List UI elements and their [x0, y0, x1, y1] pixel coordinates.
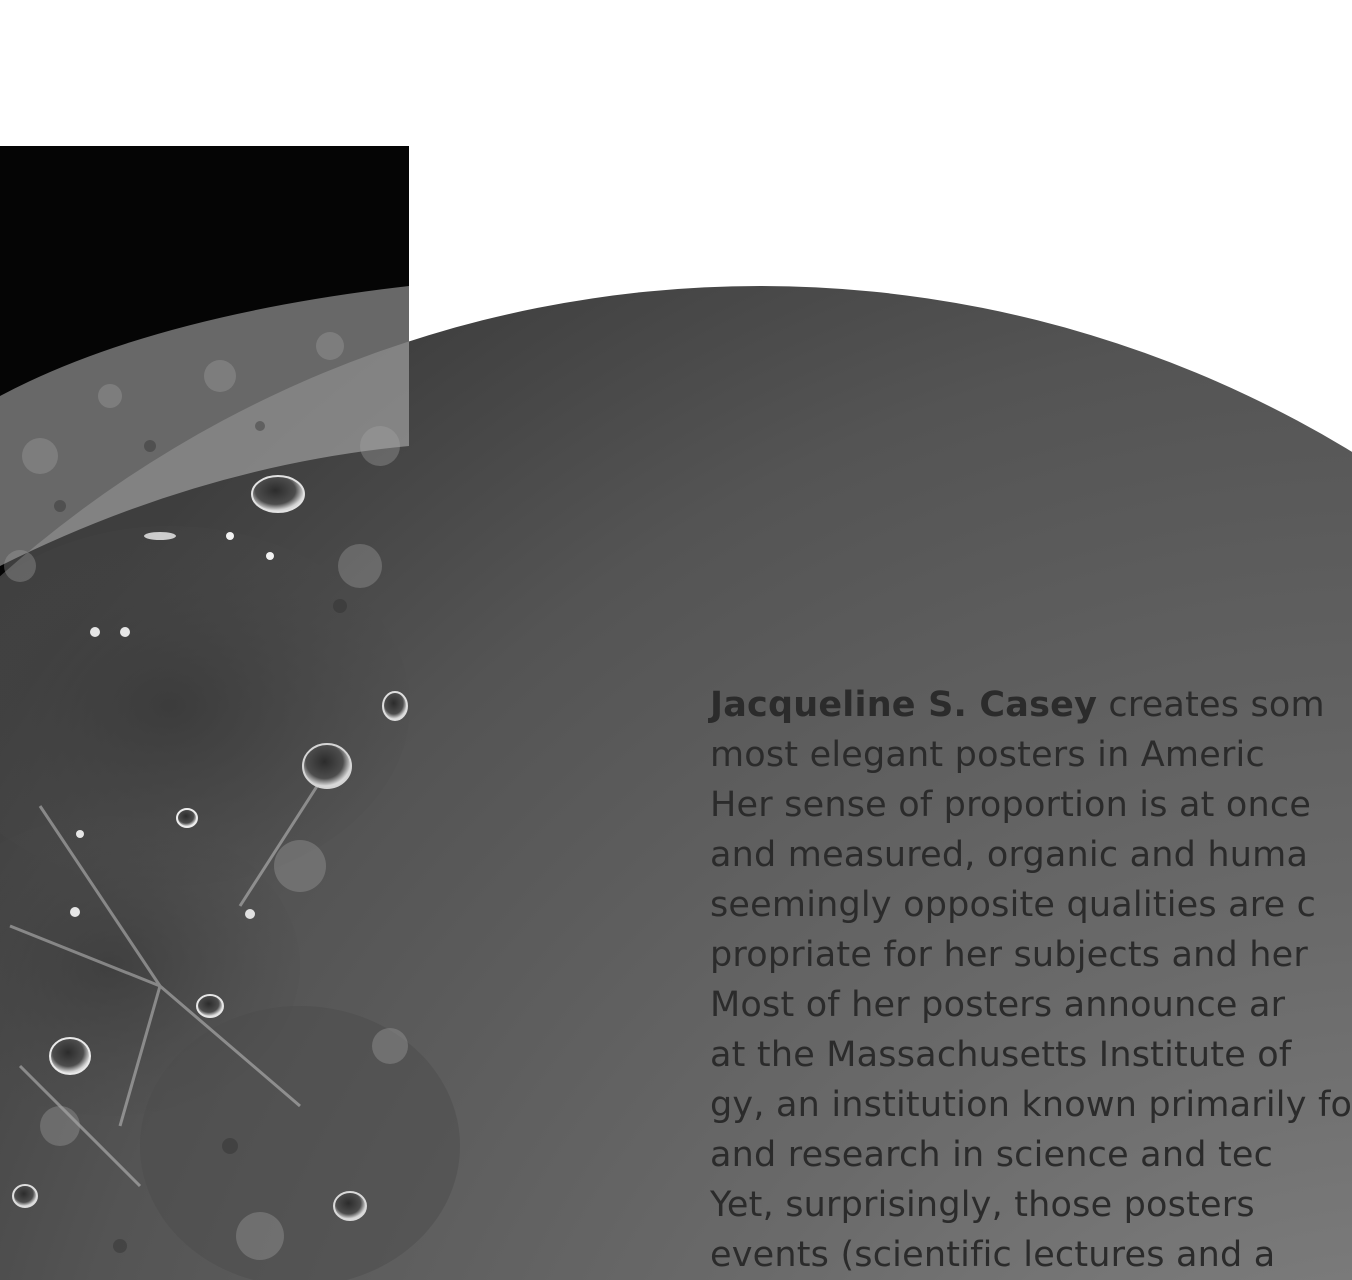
designer-name: Jacqueline S. Casey	[710, 685, 1098, 725]
text-line-continuation: creates som	[1097, 685, 1325, 725]
text-line: events (scientific lectures and a	[710, 1235, 1276, 1275]
moon-surface-image	[0, 146, 409, 1280]
text-line: Her sense of proportion is at once	[710, 785, 1312, 825]
text-line: gy, an institution known primarily fo	[710, 1085, 1352, 1125]
text-line: and research in science and tec	[710, 1135, 1274, 1175]
text-line: propriate for her subjects and her	[710, 935, 1308, 975]
text-line: Most of her posters announce ar	[710, 985, 1286, 1025]
text-line: seemingly opposite qualities are c	[710, 885, 1317, 925]
text-line: most elegant posters in Americ	[710, 735, 1265, 775]
moon-photo	[0, 146, 409, 1280]
text-line: at the Massachusetts Institute of	[710, 1035, 1292, 1075]
article-paragraph	[710, 680, 1352, 1280]
text-line: and measured, organic and huma	[710, 835, 1309, 875]
text-line	[710, 680, 1330, 730]
text-line: Yet, surprisingly, those posters	[710, 1185, 1255, 1225]
